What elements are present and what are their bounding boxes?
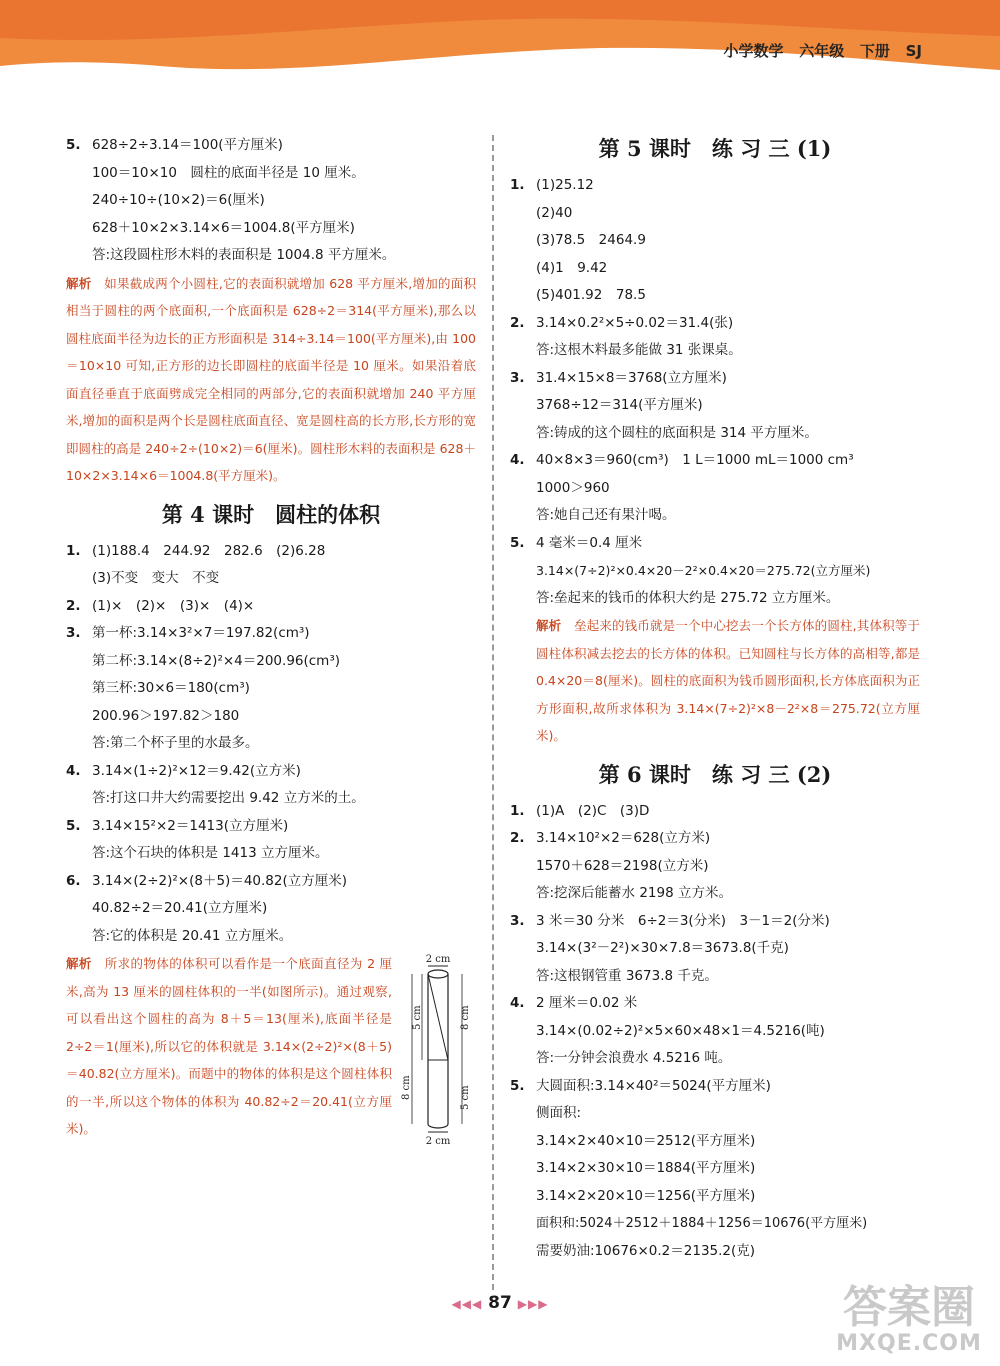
watermark [824, 1282, 994, 1356]
answer-line: 40×8×3＝960(cm³) 1 L＝1000 mL＝1000 cm³ [536, 452, 854, 468]
analysis-block [510, 612, 920, 750]
question-number: 5. [66, 137, 81, 153]
answer-line: 3 米＝30 分米 6÷2＝3(分米) 3－1＝2(分米) [536, 912, 830, 929]
analysis-text: 所求的物体的体积可以看作是一个底面直径为 2 厘米,高为 13 厘米的圆柱体积的一半(如图所示)。通过观察,可以看出这个圆柱的高为 8＋5＝13(厘米),底面半径是 2÷2＝1(厘米),所以它的体积就是 3.14×(2÷2)²×(8＋5)＝40.82(立方厘米)。而题中的物体的体积是这个圆柱体积的一半,所以这个物体的体积为 40.82÷2＝20.41(立方厘米)。 [66, 956, 392, 1136]
answer-line: 面积和:5024＋2512＋1884＋1256＝10676(平方厘米) [536, 1216, 868, 1231]
answer-statement: 答:铸成的这个圆柱的底面积是 314 平方厘米。 [536, 424, 818, 441]
question-number: 1. [510, 177, 525, 193]
answer-line: (1)× (2)× (3)× (4)× [92, 597, 255, 614]
answer-2 [510, 825, 920, 908]
answer-statement: 答:这段圆柱形木料的表面积是 1004.8 平方厘米。 [92, 247, 396, 263]
answer-line: 31.4×15×8＝3768(立方厘米) [536, 369, 727, 386]
answer-line: (2)40 [536, 204, 573, 221]
answer-line: (3)不变 变大 不变 [92, 570, 220, 586]
answer-line: 3.14×(0.02÷2)²×5×60×48×1＝4.5216(吨) [536, 1022, 825, 1039]
figure-label-top: 2 cm [425, 954, 451, 965]
answer-line: 3.14×0.2²×5÷0.02＝31.4(张) [536, 314, 734, 331]
answer-line: 3.14×10²×2＝628(立方米) [536, 830, 711, 846]
analysis-block [66, 950, 476, 1146]
answer-line: 3.14×15²×2＝1413(立方厘米) [92, 817, 289, 834]
answer-line: 1570＋628＝2198(立方米) [536, 857, 709, 874]
answer-4 [510, 447, 920, 530]
answer-line: 第二杯:3.14×(8÷2)²×4＝200.96(cm³) [92, 652, 341, 669]
answer-2 [66, 593, 476, 621]
figure-label-right-top: 8 cm [460, 1005, 471, 1030]
answer-5b [66, 813, 476, 868]
section-title: 第 4 课时 圆柱的体积 [161, 501, 381, 527]
question-number: 4. [66, 762, 81, 779]
watermark-chars: 答案圈 [843, 1282, 975, 1333]
analysis-block [66, 270, 476, 490]
answer-line: (1)25.12 [536, 177, 594, 193]
column-divider [492, 135, 494, 1290]
answer-line: 3.14×2×30×10＝1884(平方厘米) [536, 1160, 756, 1176]
analysis-label: 解析 [66, 275, 92, 291]
subject-label: 小学数学 [723, 42, 784, 60]
answer-line: 3.14×(1÷2)²×12＝9.42(立方米) [92, 762, 301, 779]
cylinder-figure [398, 950, 476, 1146]
answer-line: 3.14×(2÷2)²×(8＋5)＝40.82(立方厘米) [92, 872, 348, 889]
question-number: 3. [510, 912, 525, 929]
left-arrows-icon: ◀◀◀ [451, 1297, 483, 1311]
book-header [724, 40, 922, 61]
answer-line: 3.14×2×20×10＝1256(平方厘米) [536, 1187, 756, 1204]
section-title: 第 5 课时 练 习 三 (1) [598, 136, 832, 161]
answer-line: 侧面积: [536, 1105, 582, 1121]
grade-label: 六年级 [799, 42, 845, 60]
question-number: 2. [510, 830, 525, 846]
figure-label-left-top: 5 cm [412, 1005, 423, 1030]
question-number: 2. [66, 597, 81, 614]
question-number: 4. [510, 452, 525, 468]
answer-statement: 答:第二个杯子里的水最多。 [92, 735, 259, 751]
answer-statement: 答:它的体积是 20.41 立方厘米。 [92, 927, 293, 944]
answer-3 [510, 908, 920, 991]
answer-1 [510, 172, 920, 310]
answer-3 [510, 365, 920, 448]
answer-line: 第一杯:3.14×3²×7＝197.82(cm³) [92, 625, 310, 641]
answer-statement: 答:这个石块的体积是 1413 立方厘米。 [92, 845, 329, 861]
answer-line: (1)A (2)C (3)D [536, 802, 650, 819]
answer-statement: 答:垒起来的钱币的体积大约是 275.72 立方厘米。 [536, 589, 840, 606]
watermark-url: MXQE.COM [836, 1331, 982, 1356]
figure-label-bottom: 2 cm [425, 1136, 451, 1146]
question-number: 5. [510, 534, 525, 551]
answer-line: 1000＞960 [536, 479, 610, 496]
question-number: 5. [510, 1077, 525, 1094]
answer-line: 需要奶油:10676×0.2＝2135.2(克) [536, 1242, 756, 1259]
answer-statement: 答:打这口井大约需要挖出 9.42 立方米的土。 [92, 790, 365, 806]
answer-line: 3768÷12＝314(平方厘米) [536, 397, 703, 413]
answer-2 [510, 310, 920, 365]
answer-line: 第三杯:30×6＝180(cm³) [92, 680, 250, 696]
answer-1 [510, 798, 920, 826]
section-title: 第 6 课时 练 习 三 (2) [598, 761, 832, 787]
answer-line: 3.14×(7÷2)²×0.4×20－2²×0.4×20＝275.72(立方厘米) [536, 563, 871, 578]
question-number: 5. [66, 817, 81, 834]
right-column [510, 132, 920, 1265]
question-number: 4. [510, 995, 525, 1011]
figure-label-right-bottom: 5 cm [460, 1085, 471, 1110]
answer-line: 4 毫米＝0.4 厘米 [536, 534, 643, 551]
analysis-text: 如果截成两个小圆柱,它的表面积就增加 628 平方厘米,增加的面积相当于圆柱的两个底面积,一个底面积是 628÷2＝314(平方厘米),那么以圆柱底面半径为边长的正方形面积是 314÷3.14＝100(平方厘米),由 100＝10×10 可知,正方形的边长即圆柱的底面半径是 10 厘米。如果沿着底面直径垂直于底面劈成完全相同的两部分,它的表面积就增加 240 平方厘米,增加的面积是两个长是圆柱底面直径、宽是圆柱高的长方形,长方形的宽即圆柱的高是 240÷2÷(10×2)＝6(厘米)。圆柱形木料的表面积是 628＋10×2×3.14×6＝1004.8(平方厘米)。 [66, 275, 476, 483]
left-column [66, 132, 476, 1146]
answer-statement: 答:这根木料最多能做 31 张课桌。 [536, 342, 742, 358]
question-number: 3. [66, 625, 81, 641]
answer-line: 200.96＞197.82＞180 [92, 707, 240, 724]
answer-4 [66, 758, 476, 813]
answer-statement: 答:她自己还有果汁喝。 [536, 507, 676, 523]
answer-1 [66, 538, 476, 593]
question-number: 2. [510, 314, 525, 331]
page-number: 87 [488, 1293, 512, 1313]
answer-line: (1)188.4 244.92 282.6 (2)6.28 [92, 542, 326, 559]
answer-statement: 答:这根钢管重 3673.8 千克。 [536, 967, 718, 984]
edition-label: SJ [905, 42, 922, 60]
answer-line: 3.14×2×40×10＝2512(平方厘米) [536, 1132, 756, 1149]
question-number: 6. [66, 872, 81, 889]
question-number: 1. [510, 802, 525, 819]
answer-statement: 答:挖深后能蓄水 2198 立方米。 [536, 885, 732, 901]
answer-5 [510, 1073, 920, 1266]
answer-line: (3)78.5 2464.9 [536, 232, 646, 248]
analysis-text: 垒起来的钱币就是一个中心挖去一个长方体的圆柱,其体积等于圆柱体积减去挖去的长方体的体积。已知圆柱与长方体的高相等,都是 0.4×20＝8(厘米)。圆柱的底面积为钱币圆形面积,长方体底面积为正方形面积,故所求体积为 3.14×(7÷2)²×8－2²×8＝275.72(立方厘米)。 [536, 618, 920, 743]
right-arrows-icon: ▶▶▶ [517, 1297, 549, 1311]
analysis-label: 解析 [536, 618, 562, 633]
answer-5 [510, 530, 920, 613]
answer-4 [510, 990, 920, 1073]
answer-5 [66, 132, 476, 270]
analysis-label: 解析 [66, 956, 92, 971]
answer-line: 40.82÷2＝20.41(立方厘米) [92, 900, 268, 916]
figure-label-left: 8 cm [401, 1075, 412, 1100]
answer-line: 3.14×(3²－2²)×30×7.8＝3673.8(千克) [536, 940, 789, 956]
volume-label: 下册 [859, 42, 890, 60]
answer-line: 628÷2÷3.14＝100(平方厘米) [92, 137, 283, 153]
answer-line: 100＝10×10 圆柱的底面半径是 10 厘米。 [92, 164, 365, 181]
answer-line: 628＋10×2×3.14×6＝1004.8(平方厘米) [92, 219, 355, 236]
question-number: 1. [66, 542, 81, 559]
answer-3 [66, 620, 476, 758]
answer-line: 大圆面积:3.14×40²＝5024(平方厘米) [536, 1077, 771, 1094]
answer-line: 2 厘米＝0.02 米 [536, 995, 638, 1011]
question-number: 3. [510, 369, 525, 386]
answer-6 [66, 868, 476, 951]
answer-line: 240÷10÷(10×2)＝6(厘米) [92, 192, 265, 208]
answer-line: (5)401.92 78.5 [536, 287, 646, 303]
answer-statement: 答:一分钟会浪费水 4.5216 吨。 [536, 1050, 732, 1066]
answer-line: (4)1 9.42 [536, 259, 608, 276]
